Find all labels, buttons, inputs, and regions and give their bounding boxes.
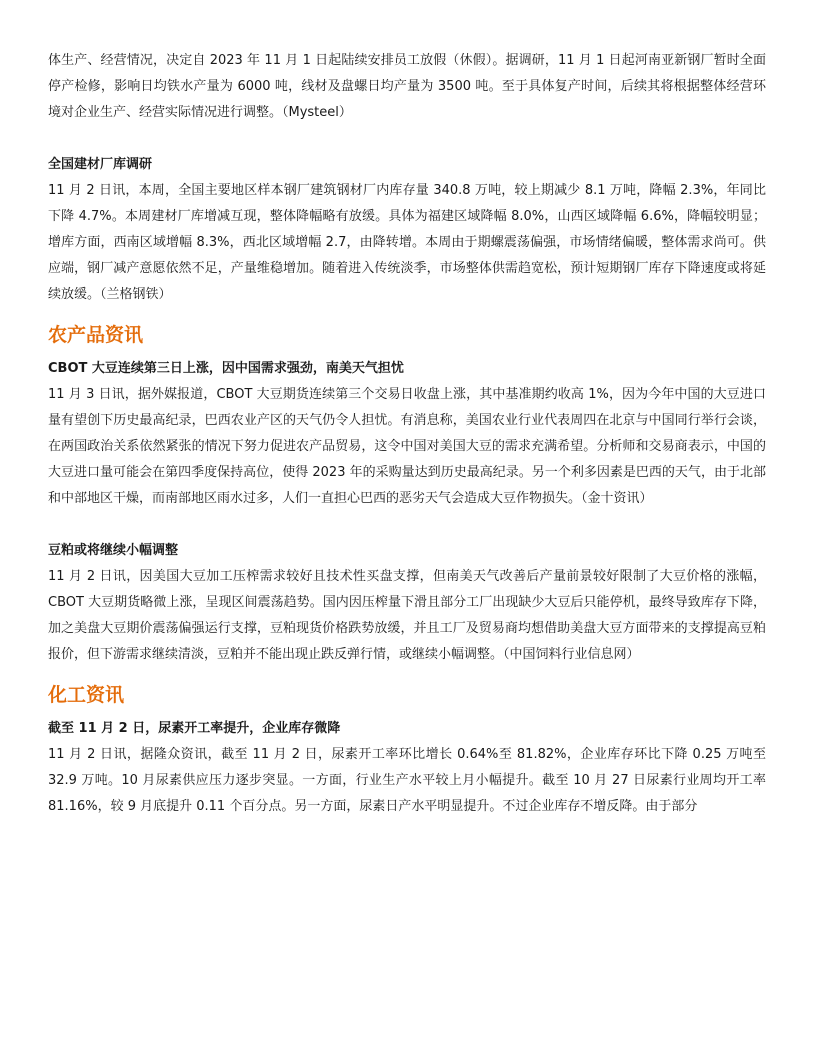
urea-heading: 截至 11 月 2 日，尿素开工率提升，企业库存微降 <box>48 721 341 736</box>
soymeal-paragraph: 11 月 2 日讯，因美国大豆加工压榨需求较好且技术性买盘支撑，但南美天气改善后产量前景较好限制了大豆价格的涨幅，CBOT 大豆期货略微上涨，呈现区间震荡趋势。国内因压榨量下滑且部分工厂出现缺少大豆后只能停机，最终导致库存下降，加之美盘大豆期价震荡偏强运行支撑，豆粕现货价格跌势放缓，并且工厂及贸易商均想借助美盘大豆方面带来的支撑提高豆粕报价，但下游需求继续清淡，豆粕并不能出现止跌反弹行情，或继续小幅调整。（中国饲料行业信息网） <box>48 569 766 662</box>
chem-section-title: 化工资讯 <box>48 684 125 706</box>
page-content <box>48 48 766 820</box>
soymeal-heading: 豆粕或将继续小幅调整 <box>48 543 179 558</box>
steel-inventory-heading: 全国建材厂库调研 <box>48 157 153 172</box>
steel-inventory-paragraph: 11 月 2 日讯，本周，全国主要地区样本钢厂建筑钢材厂内库存量 340.8 万吨，较上期减少 8.1 万吨，降幅 2.3%，年同比下降 4.7%。本周建材厂库增减互现，整体降幅略有放缓。具体为福建区域降幅 8.0%，山西区域降幅 6.6%，降幅较明显；增库方面，西南区域增幅 8.3%，西北区域增幅 2.7，由降转增。本周由于期螺震荡偏强，市场情绪偏暖，整体需求尚可。供应端，钢厂减产意愿依然不足，产量维稳增加。随着进入传统淡季，市场整体供需趋宽松，预计短期钢厂库存下降速度或将延续放缓。（兰格钢铁） <box>48 183 766 302</box>
urea-paragraph: 11 月 2 日讯，据隆众资讯，截至 11 月 2 日，尿素开工率环比增长 0.64%至 81.82%，企业库存环比下降 0.25 万吨至 32.9 万吨。10 月尿素供应压力逐步突显。一方面，行业生产水平较上月小幅提升。截至 10 月 27 日尿素行业周均开工率 81.16%，较 9 月底提升 0.11 个百分点。另一方面，尿素日产水平明显提升。不过企业库存不增反降。由于部分 <box>48 747 766 814</box>
cbot-soybean-heading: CBOT 大豆连续第三日上涨，因中国需求强劲，南美天气担忧 <box>48 361 404 376</box>
agri-section-title: 农产品资讯 <box>48 324 144 346</box>
intro-paragraph: 体生产、经营情况，决定自 2023 年 11 月 1 日起陆续安排员工放假（休假）。据调研，11 月 1 日起河南亚新钢厂暂时全面停产检修，影响日均铁水产量为 6000 吨，线材及盘螺日均产量为 3500 吨。至于具体复产时间，后续其将根据整体经营环境对企业生产、经营实际情况进行调整。（Mysteel） <box>48 53 766 120</box>
cbot-soybean-paragraph: 11 月 3 日讯，据外媒报道，CBOT 大豆期货连续第三个交易日收盘上涨，其中基准期约收高 1%，因为今年中国的大豆进口量有望创下历史最高纪录，巴西农业产区的天气仍令人担忧。有消息称，美国农业行业代表周四在北京与中国同行举行会谈，在两国政治关系依然紧张的情况下努力促进农产品贸易，这令中国对美国大豆的需求充满希望。分析师和交易商表示，中国的大豆进口量可能会在第四季度保持高位，使得 2023 年的采购量达到历史最高纪录。另一个利多因素是巴西的天气，由于北部和中部地区干燥，而南部地区雨水过多，人们一直担心巴西的恶劣天气会造成大豆作物损失。（金十资讯） <box>48 387 766 506</box>
